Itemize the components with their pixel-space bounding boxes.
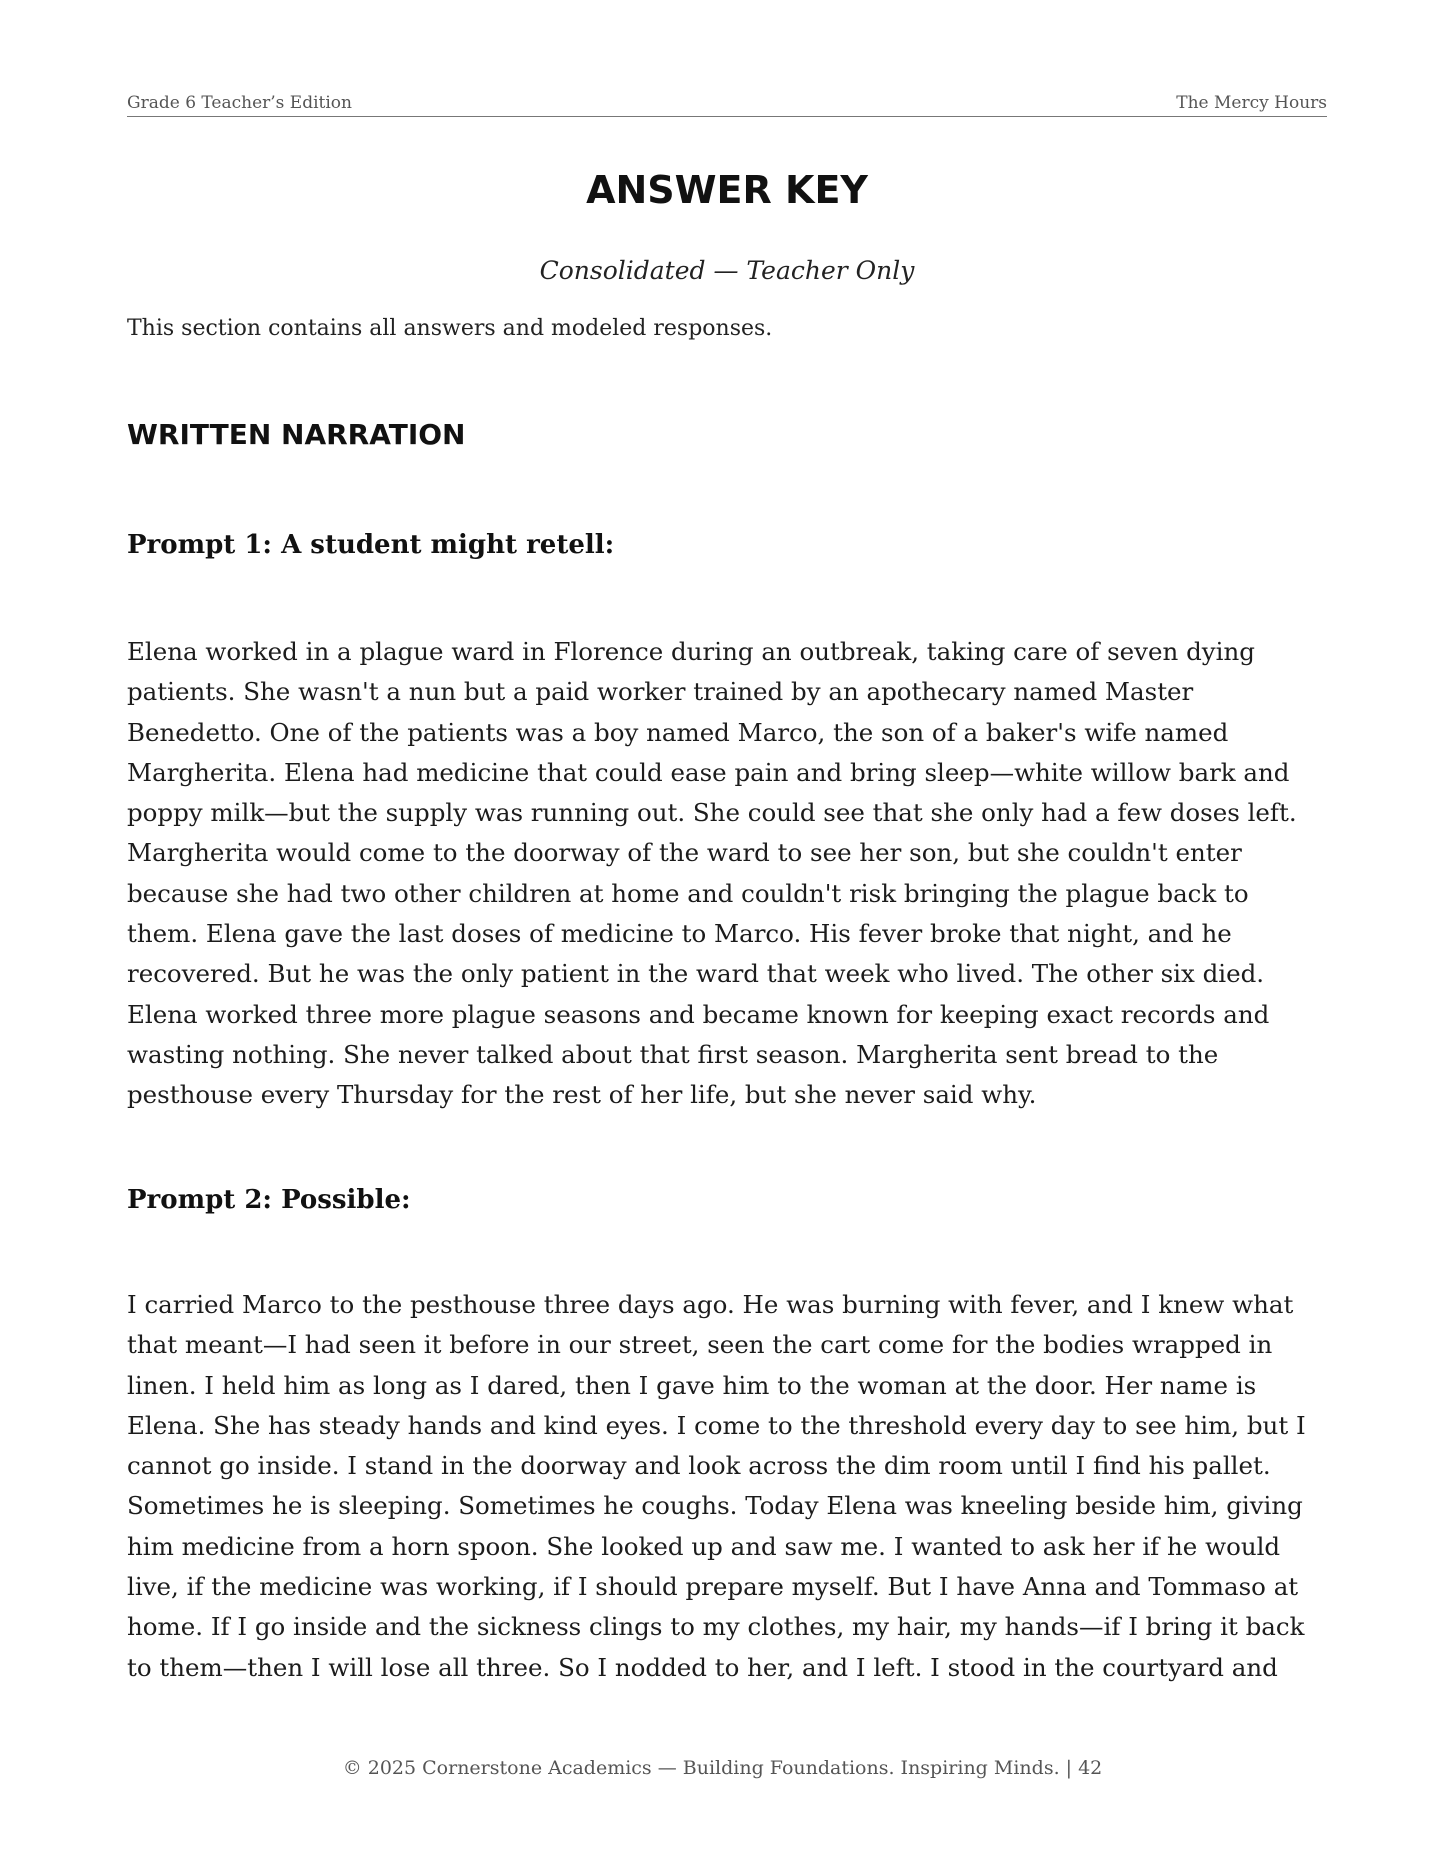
intro-text: This section contains all answers and modeled responses. <box>127 316 773 341</box>
prompt-2-heading: Prompt 2: Possible: <box>127 1185 411 1215</box>
prompt-2-response: I carried Marco to the pesthouse three days ago. He was burning with fever, and I knew what that meant—I had seen it before in our street, seen the cart come for the bodies wrapped in linen. I held him as long as I dared, then I gave him to the woman at the door. Her name is Elena. She has steady hands and kind eyes. I come to the threshold every day to see him, but I cannot go inside. I stand in the doorway and look across the dim room until I find his pallet. Sometimes he is sleeping. Sometimes he coughs. Today Elena was kneeling beside him, giving him medicine from a horn spoon. She looked up and saw me. I wanted to ask her if he would live, if the medicine was working, if I should prepare myself. But I have Anna and Tommaso at home. If I go inside and the sickness clings to my clothes, my hair, my hands—if I bring it back to them—then I will lose all three. So I nodded to her, and I left. I stood in the courtyard and <box>127 1290 1306 1682</box>
section-heading: WRITTEN NARRATION <box>127 418 466 451</box>
prompt-1-heading: Prompt 1: A student might retell: <box>127 530 615 560</box>
running-header <box>127 83 1327 117</box>
page-title: ANSWER KEY <box>586 168 868 212</box>
header-book-title: The Mercy Hours <box>1176 93 1327 113</box>
prompt-1-response: Elena worked in a plague ward in Florence during an outbreak, taking care of seven dying patients. She wasn't a nun but a paid worker trained by an apothecary named Master Benedetto. One of the patients was a boy named Marco, the son of a baker's wife named Margherita. Elena had medicine that could ease pain and bring sleep—white willow bark and poppy milk—but the supply was running out. She could see that she only had a few doses left. Margherita would come to the doorway of the ward to see her son, but she couldn't enter because she had two other children at home and couldn't risk bringing the plague back to them. Elena gave the last doses of medicine to Marco. His fever broke that night, and he recovered. But he was the only patient in the ward that week who lived. The other six died. Elena worked three more plague seasons and became known for keeping exact records and wasting nothing. She never talked about that first season. Margherita sent bread to the pesthouse every Thursday for the rest of her life, but she never said why. <box>127 637 1297 1110</box>
page-subtitle: Consolidated — Teacher Only <box>539 256 915 285</box>
header-grade-label: Grade 6 Teacher’s Edition <box>127 93 352 113</box>
page-footer: © 2025 Cornerstone Academics — Building Foundations. Inspiring Minds. | 42 <box>342 1757 1103 1779</box>
